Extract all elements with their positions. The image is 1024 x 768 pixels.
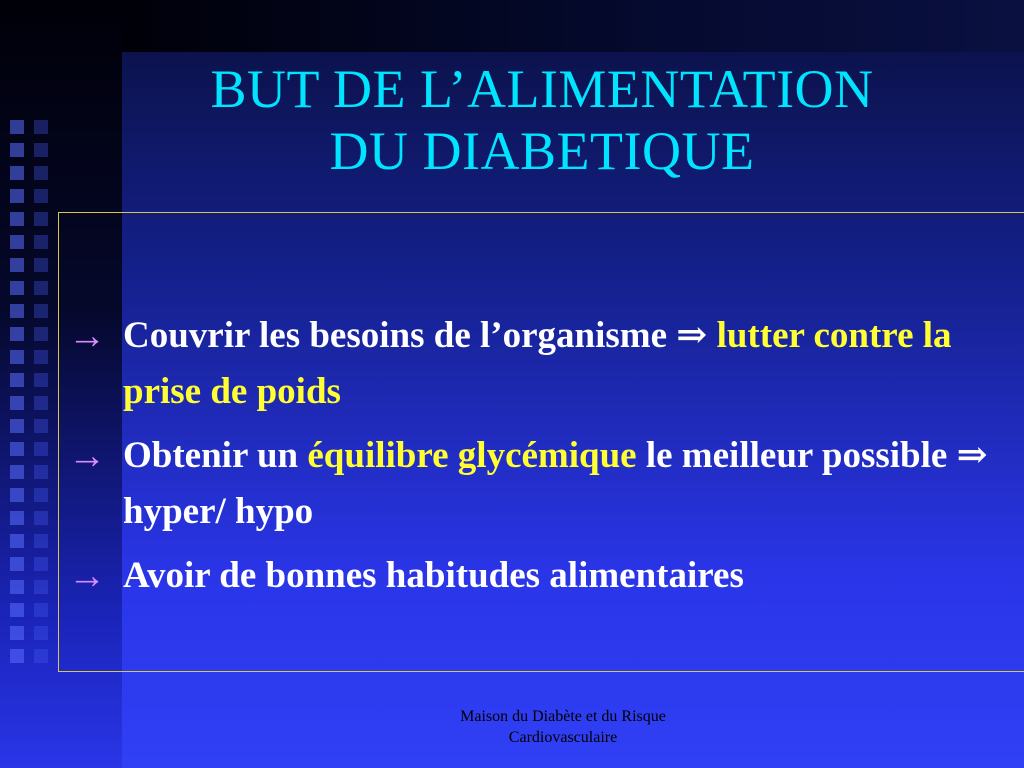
bullet-3-text: Avoir de bonnes habitudes alimentaires (123, 555, 744, 596)
bullet-1-highlight: lutter contre la prise de poids (123, 315, 952, 412)
slide-title (122, 58, 962, 182)
footer-line-2: Cardiovasculaire (508, 729, 618, 746)
bullet-2-highlight: équilibre glycémique (307, 435, 637, 476)
top-decorative-band (122, 0, 1024, 52)
bullet-item-2 (68, 428, 998, 540)
bullet-2-text-start: Obtenir un (123, 435, 308, 476)
slide-title-line-2: DU DIABETIQUE (329, 121, 755, 181)
bullet-1-text: Couvrir les besoins de l’organisme (123, 315, 677, 356)
decorative-squares-column-2 (30, 120, 54, 740)
bullet-2-text-middle: le meilleur possible (636, 435, 957, 476)
slide-title-line-1: BUT DE L’ALIMENTATION (210, 59, 874, 119)
bullet-2-text-end: hyper/ hypo (123, 491, 314, 532)
bullet-item-1 (68, 308, 998, 420)
footer-line-1: Maison du Diabète et du Risque (460, 708, 666, 725)
decorative-squares-column-1 (6, 120, 30, 740)
arrow-bullet-icon: → (68, 555, 106, 597)
implies-icon: ⇒ (676, 315, 708, 356)
arrow-bullet-icon: → (68, 435, 106, 477)
bullet-list (68, 308, 998, 612)
implies-icon: ⇒ (956, 435, 988, 476)
footer-text (400, 706, 726, 748)
bullet-item-3 (68, 548, 998, 604)
bullet-1-spacer (707, 315, 716, 356)
arrow-bullet-icon: → (68, 315, 106, 357)
